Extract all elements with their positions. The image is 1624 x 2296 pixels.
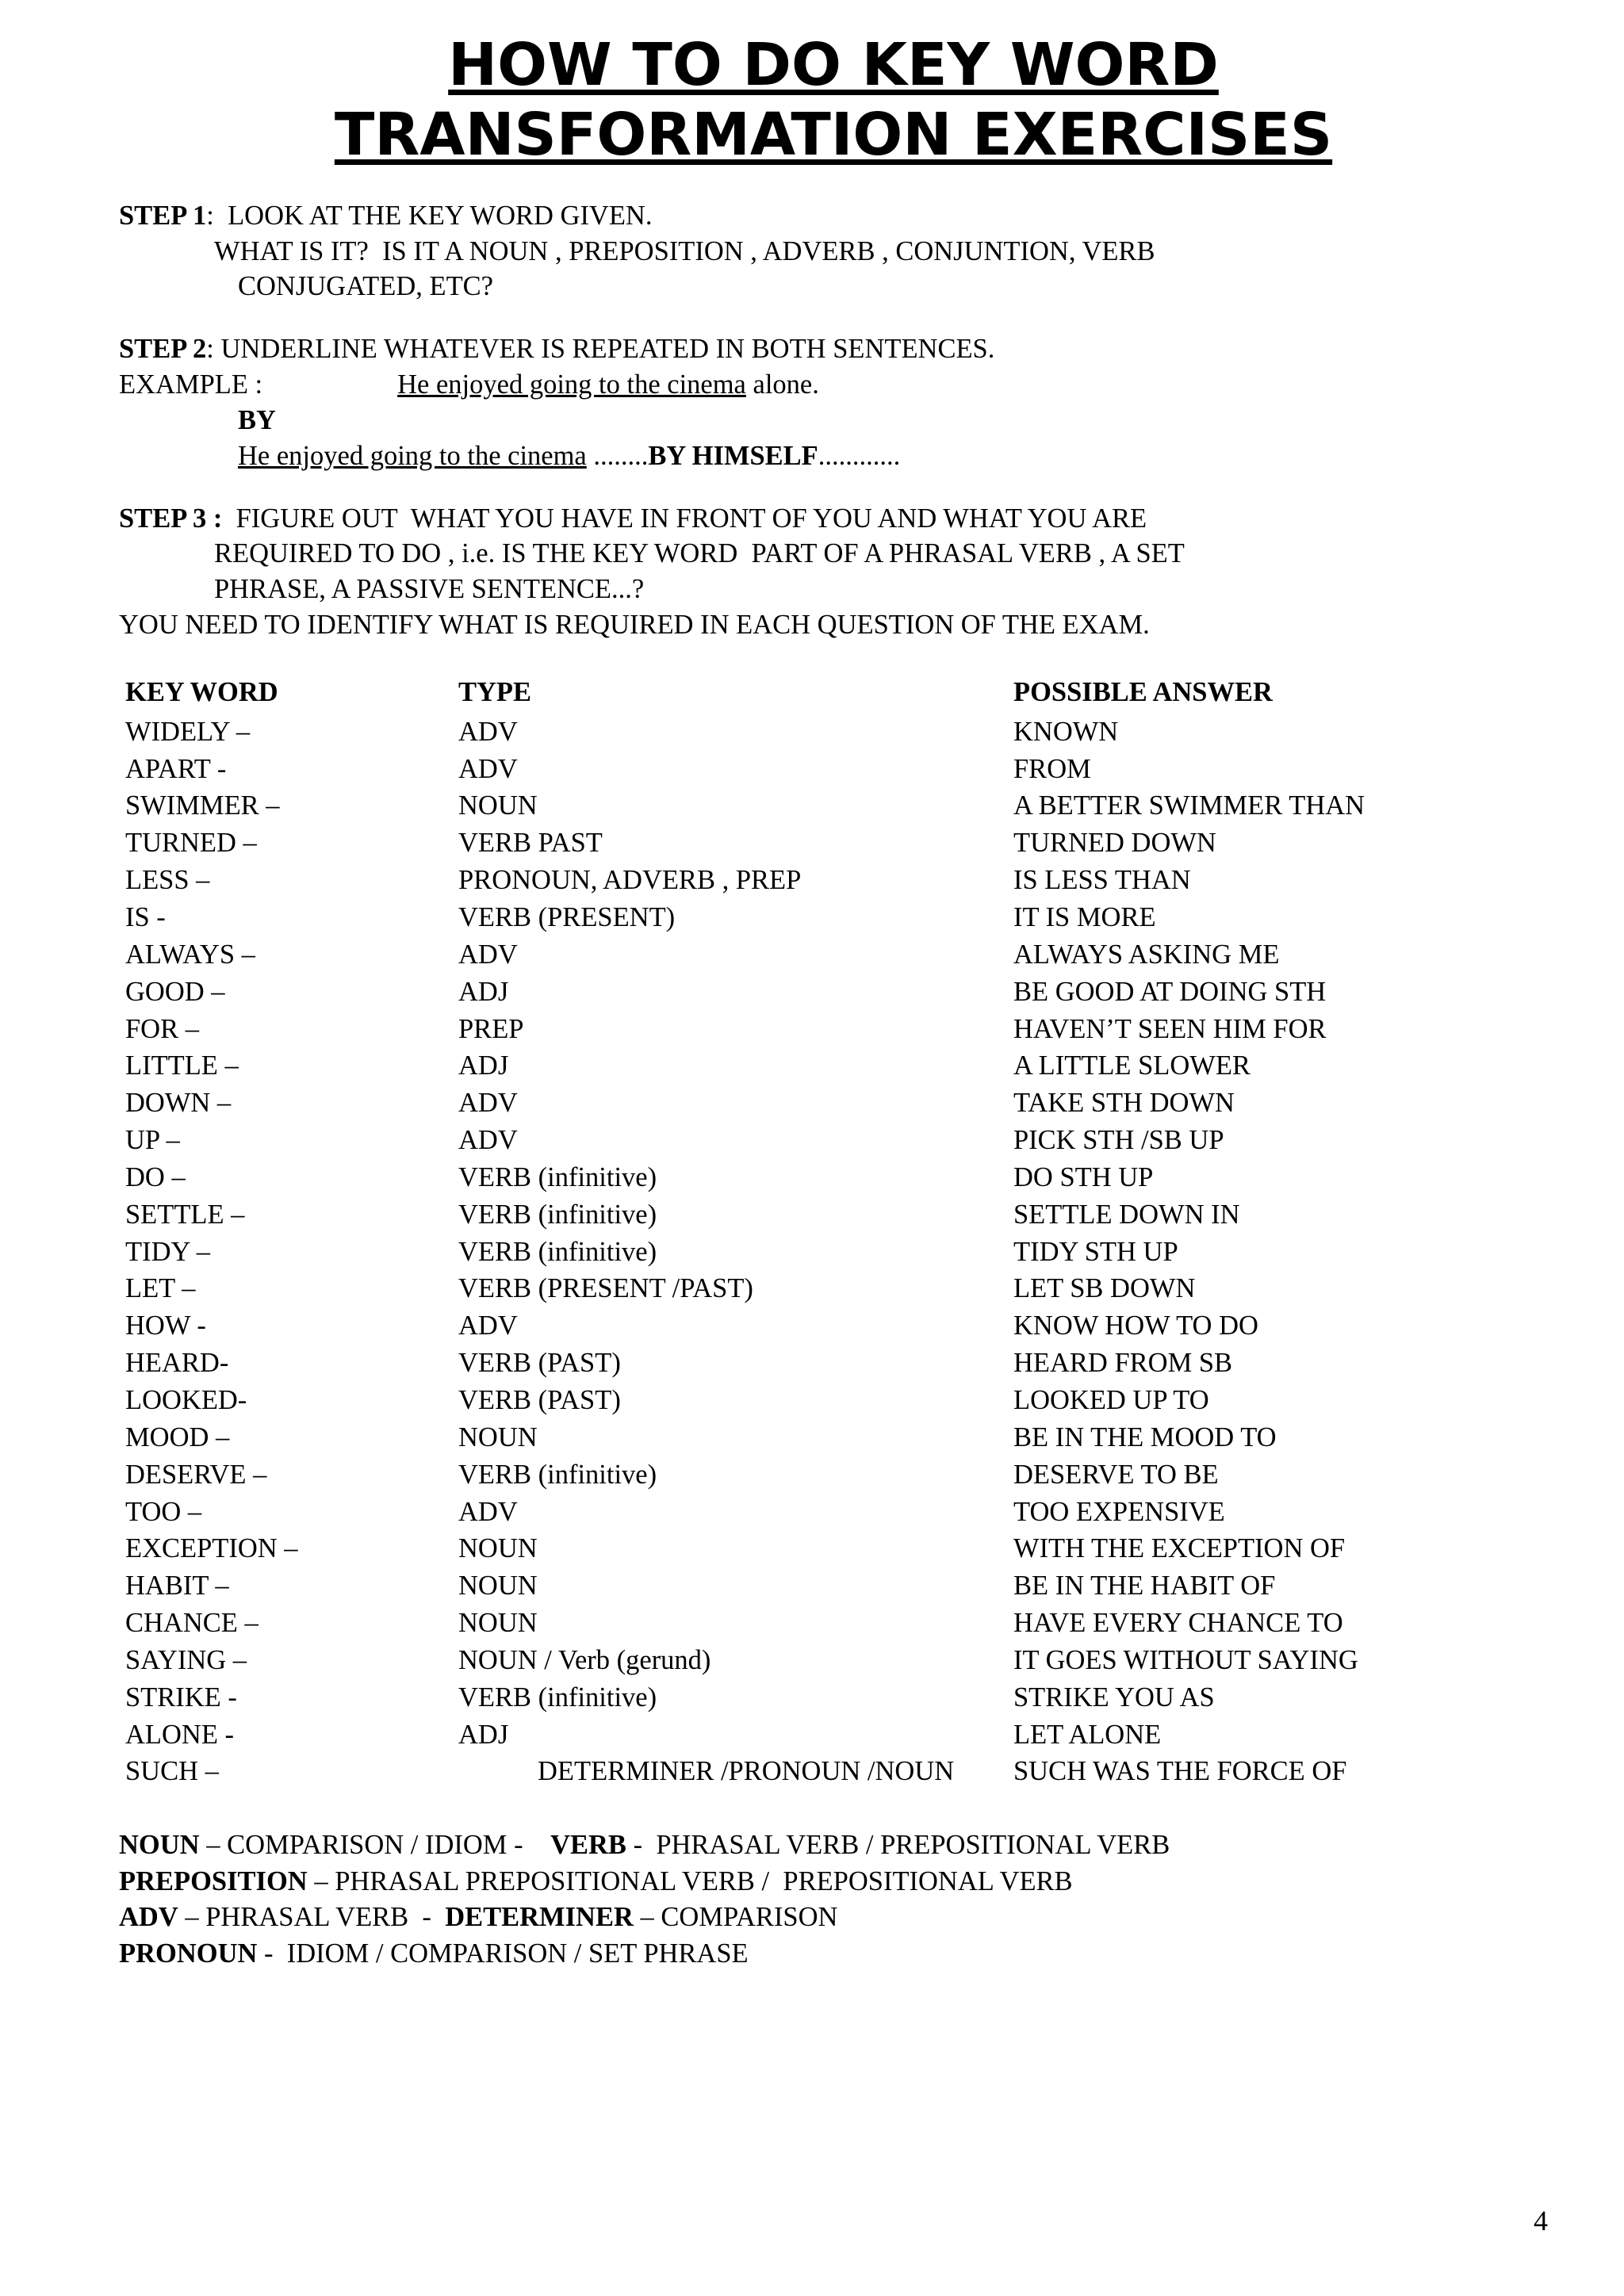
legend-line-3-tail: – COMPARISON <box>633 1902 838 1933</box>
cell-key-word: HEARD- <box>125 1348 229 1379</box>
table-row <box>119 1345 1548 1383</box>
cell-type: NOUN <box>458 1571 538 1601</box>
cell-answer: TOO EXPENSIVE <box>1013 1496 1225 1527</box>
legend-adv-label: ADV <box>119 1902 178 1933</box>
cell-type: NOUN / Verb (gerund) <box>458 1644 711 1675</box>
step-2-block <box>119 331 1548 473</box>
example-line-3-dots: ........ <box>586 440 649 471</box>
table-row <box>119 863 1548 900</box>
example-underlined-text: He enjoyed going to the cinema <box>397 369 746 400</box>
table-row <box>119 1197 1548 1234</box>
example-line-3-tail: ............ <box>818 440 901 471</box>
example-label: EXAMPLE : <box>119 369 263 400</box>
cell-type: ADJ <box>458 976 509 1007</box>
step-3-label: STEP 3 : <box>119 503 223 534</box>
table-row <box>119 1048 1548 1085</box>
step-2-text: UNDERLINE WHATEVER IS REPEATED IN BOTH SENTENCES. <box>220 334 995 365</box>
cell-answer: KNOWN <box>1013 716 1119 747</box>
cell-answer: PICK STH /SB UP <box>1013 1125 1224 1156</box>
header-key-word: KEY WORD <box>125 676 278 707</box>
table-row <box>119 900 1548 937</box>
step-2-line <box>119 331 1548 367</box>
cell-answer: BE GOOD AT DOING STH <box>1013 976 1327 1007</box>
cell-answer: STRIKE YOU AS <box>1013 1682 1215 1712</box>
table-row <box>119 825 1548 863</box>
table-row <box>119 1160 1548 1197</box>
legend-pronoun-label: PRONOUN <box>119 1938 258 1969</box>
cell-type: ADJ <box>458 1050 509 1081</box>
page-title <box>119 32 1548 170</box>
cell-type: VERB (infinitive) <box>458 1161 657 1192</box>
cell-key-word: SUCH – <box>125 1756 219 1787</box>
table-row <box>119 1531 1548 1568</box>
cell-answer: SUCH WAS THE FORCE OF <box>1013 1756 1347 1787</box>
example-line-3-answer: BY HIMSELF <box>648 440 818 471</box>
step-1-colon: : <box>206 200 214 231</box>
cell-key-word: TURNED – <box>125 828 257 859</box>
table-row <box>119 1605 1548 1643</box>
cell-type: ADJ <box>458 1719 509 1750</box>
example-line-3 <box>119 438 1548 474</box>
table-row <box>119 1234 1548 1272</box>
cell-answer: TURNED DOWN <box>1013 828 1216 859</box>
example-line-2 <box>119 403 1548 438</box>
table-row <box>119 752 1548 789</box>
table-row <box>119 714 1548 752</box>
table-row <box>119 1494 1548 1532</box>
cell-type: ADV <box>458 939 518 970</box>
header-possible-answer: POSSIBLE ANSWER <box>1013 676 1273 707</box>
legend-noun-label: NOUN <box>119 1830 200 1861</box>
step-3-line-2: REQUIRED TO DO , i.e. IS THE KEY WORD PART OF A PHRASAL VERB , A SET <box>214 538 1185 569</box>
example-keyword: BY <box>238 404 276 435</box>
header-type: TYPE <box>458 676 532 707</box>
legend-line-3 <box>119 1900 1548 1936</box>
cell-key-word: TIDY – <box>125 1236 210 1267</box>
cell-answer: BE IN THE MOOD TO <box>1013 1422 1277 1452</box>
cell-key-word: LET – <box>125 1273 196 1304</box>
step-3-line-4: YOU NEED TO IDENTIFY WHAT IS REQUIRED IN EACH QUESTION OF THE EXAM. <box>119 610 1150 641</box>
legend-line-2 <box>119 1864 1548 1900</box>
step-2-label: STEP 2 <box>119 334 207 365</box>
page-title-line-1: HOW TO DO KEY WORD <box>448 31 1219 99</box>
key-word-table <box>119 675 1548 1791</box>
cell-answer: WITH THE EXCEPTION OF <box>1013 1533 1346 1564</box>
cell-answer: IS LESS THAN <box>1013 865 1191 896</box>
step-1-text: LOOK AT THE KEY WORD GIVEN. <box>228 200 653 231</box>
cell-type: ADV <box>458 1125 518 1156</box>
page-title-line-2: TRANSFORMATION EXERCISES <box>334 100 1333 169</box>
cell-key-word: LOOKED- <box>125 1384 247 1415</box>
cell-type: PRONOUN, ADVERB , PREP <box>458 865 802 896</box>
table-row <box>119 1271 1548 1308</box>
cell-key-word: DESERVE – <box>125 1459 267 1490</box>
table-row <box>119 937 1548 974</box>
legend-line-4-tail: - IDIOM / COMPARISON / SET PHRASE <box>257 1938 749 1969</box>
cell-key-word: CHANCE – <box>125 1608 259 1639</box>
cell-key-word: IS - <box>125 902 166 932</box>
example-line-3-underlined: He enjoyed going to the cinema <box>238 440 587 471</box>
cell-type: NOUN <box>458 1422 538 1452</box>
step-1-line <box>119 198 1548 234</box>
legend-verb-label: VERB <box>550 1830 626 1861</box>
cell-answer: TAKE STH DOWN <box>1013 1088 1235 1119</box>
cell-answer: A LITTLE SLOWER <box>1013 1050 1251 1081</box>
cell-type: DETERMINER /PRONOUN /NOUN <box>538 1756 955 1787</box>
cell-key-word: UP – <box>125 1125 180 1156</box>
cell-type: NOUN <box>458 1533 538 1564</box>
step-1-label: STEP 1 <box>119 200 207 231</box>
legend-line-4 <box>119 1936 1548 1973</box>
cell-key-word: LESS – <box>125 865 210 896</box>
cell-answer: DO STH UP <box>1013 1161 1154 1192</box>
cell-answer: SETTLE DOWN IN <box>1013 1199 1240 1230</box>
cell-type: VERB (infinitive) <box>458 1236 657 1267</box>
cell-type: VERB (PRESENT /PAST) <box>458 1273 753 1304</box>
cell-answer: IT IS MORE <box>1013 902 1156 932</box>
cell-key-word: ALWAYS – <box>125 939 255 970</box>
cell-key-word: WIDELY – <box>125 716 251 747</box>
step-3-block <box>119 501 1548 643</box>
cell-type: ADV <box>458 1088 518 1119</box>
cell-type: NOUN <box>458 1608 538 1639</box>
cell-type: VERB PAST <box>458 828 603 859</box>
table-row <box>119 1012 1548 1049</box>
table-row <box>119 1643 1548 1680</box>
table-body <box>119 714 1548 1791</box>
cell-key-word: GOOD – <box>125 976 225 1007</box>
table-row <box>119 1123 1548 1160</box>
table-row <box>119 788 1548 825</box>
legend-block <box>119 1827 1548 1972</box>
legend-line-1 <box>119 1827 1548 1864</box>
cell-type: VERB (infinitive) <box>458 1459 657 1490</box>
cell-answer: TIDY STH UP <box>1013 1236 1178 1267</box>
cell-type: ADV <box>458 716 518 747</box>
legend-line-3-mid: – PHRASAL VERB - <box>178 1902 446 1933</box>
step-1-block <box>119 198 1548 305</box>
legend-line-1-mid: – COMPARISON / IDIOM - <box>199 1830 551 1861</box>
table-row <box>119 1680 1548 1717</box>
table-row <box>119 1383 1548 1420</box>
table-row <box>119 974 1548 1012</box>
step-1-line-2: WHAT IS IT? IS IT A NOUN , PREPOSITION , ADVERB , CONJUNTION, VERB <box>214 235 1155 266</box>
table-row <box>119 1717 1548 1755</box>
cell-key-word: HOW - <box>125 1311 206 1341</box>
step-3-line-3: PHRASE, A PASSIVE SENTENCE...? <box>214 574 645 605</box>
cell-key-word: SAYING – <box>125 1644 247 1675</box>
cell-answer: IT GOES WITHOUT SAYING <box>1013 1644 1358 1675</box>
cell-key-word: DOWN – <box>125 1088 232 1119</box>
table-row <box>119 1085 1548 1123</box>
cell-type: NOUN <box>458 790 538 821</box>
cell-key-word: HABIT – <box>125 1571 229 1601</box>
cell-key-word: ALONE - <box>125 1719 235 1750</box>
cell-answer: ALWAYS ASKING ME <box>1013 939 1280 970</box>
cell-key-word: DO – <box>125 1161 186 1192</box>
table-row <box>119 1420 1548 1457</box>
table-row <box>119 1457 1548 1494</box>
cell-type: VERB (PAST) <box>458 1384 621 1415</box>
cell-key-word: FOR – <box>125 1013 199 1044</box>
cell-type: ADV <box>458 753 518 784</box>
table-header-row <box>119 675 1548 714</box>
instructions-block <box>119 198 1548 643</box>
page-number: 4 <box>1534 2205 1548 2237</box>
cell-answer: LOOKED UP TO <box>1013 1384 1209 1415</box>
legend-line-2-tail: – PHRASAL PREPOSITIONAL VERB / PREPOSITIONAL VERB <box>307 1866 1073 1896</box>
cell-answer: HEARD FROM SB <box>1013 1348 1233 1379</box>
cell-answer: HAVE EVERY CHANCE TO <box>1013 1608 1343 1639</box>
table-header <box>119 675 1548 714</box>
cell-type: ADV <box>458 1496 518 1527</box>
cell-key-word: SETTLE – <box>125 1199 245 1230</box>
cell-type: VERB (infinitive) <box>458 1199 657 1230</box>
cell-key-word: MOOD – <box>125 1422 230 1452</box>
cell-type: ADV <box>458 1311 518 1341</box>
legend-line-1-tail: - PHRASAL VERB / PREPOSITIONAL VERB <box>626 1830 1170 1861</box>
table-row <box>119 1308 1548 1345</box>
legend-determiner-label: DETERMINER <box>445 1902 634 1933</box>
step-3-text: FIGURE OUT WHAT YOU HAVE IN FRONT OF YOU AND WHAT YOU ARE <box>236 503 1147 534</box>
example-rest-text: alone. <box>745 369 819 400</box>
cell-answer: HAVEN’T SEEN HIM FOR <box>1013 1013 1327 1044</box>
cell-answer: KNOW HOW TO DO <box>1013 1311 1258 1341</box>
cell-key-word: STRIKE - <box>125 1682 237 1712</box>
cell-answer: LET SB DOWN <box>1013 1273 1196 1304</box>
cell-answer: DESERVE TO BE <box>1013 1459 1219 1490</box>
cell-type: VERB (PAST) <box>458 1348 621 1379</box>
cell-key-word: EXCEPTION – <box>125 1533 298 1564</box>
legend-preposition-label: PREPOSITION <box>119 1866 308 1896</box>
cell-key-word: TOO – <box>125 1496 202 1527</box>
table-row <box>119 1754 1548 1791</box>
cell-type: PREP <box>458 1013 524 1044</box>
step-3-line <box>119 501 1548 537</box>
step-2-colon: : <box>206 334 214 365</box>
cell-type: VERB (infinitive) <box>458 1682 657 1712</box>
cell-key-word: LITTLE – <box>125 1050 239 1081</box>
cell-answer: FROM <box>1013 753 1091 784</box>
example-line-1 <box>119 367 1548 403</box>
cell-answer: LET ALONE <box>1013 1719 1162 1750</box>
table-row <box>119 1568 1548 1605</box>
cell-key-word: APART - <box>125 753 227 784</box>
cell-answer: A BETTER SWIMMER THAN <box>1013 790 1365 821</box>
cell-type: VERB (PRESENT) <box>458 902 676 932</box>
step-1-line-3: CONJUGATED, ETC? <box>238 271 493 302</box>
cell-key-word: SWIMMER – <box>125 790 280 821</box>
cell-answer: BE IN THE HABIT OF <box>1013 1571 1276 1601</box>
